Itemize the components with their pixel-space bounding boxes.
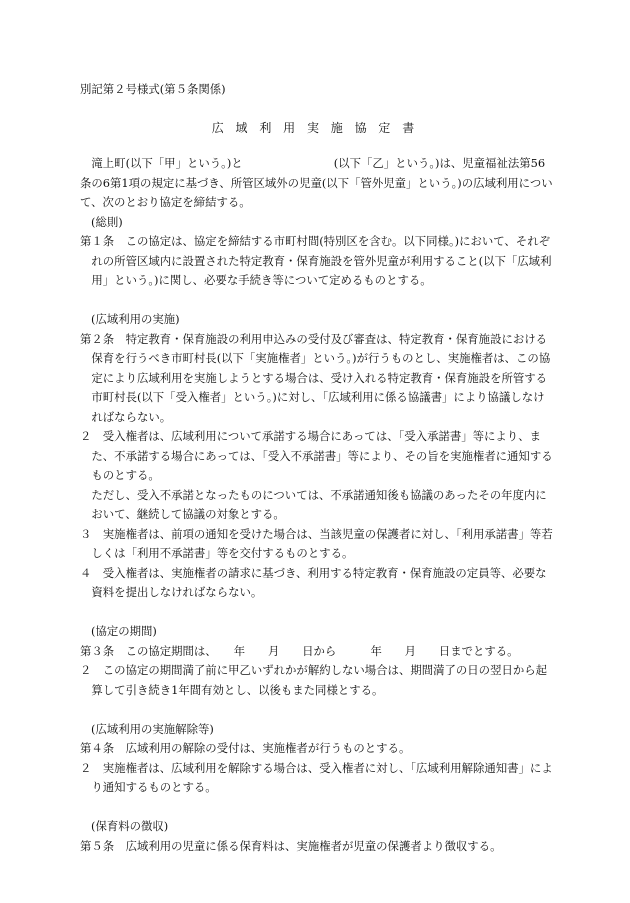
sub-clause: ２ 実施権者は、広域利用を解除する場合は、受入権者に対し、「広域利用解除通知書」により通知するものとする。 xyxy=(80,760,553,794)
article-section xyxy=(80,622,554,700)
article-heading: (協定の期間) xyxy=(91,624,157,638)
article-section xyxy=(80,720,554,798)
article-clause: 第１条 この協定は、協定を締結する市町村間(特別区を含む。以下同様。)において、それぞれの所管区域内に設置された特定教育・保育施設を管外児童が利用すること(以下「広域利用」という。)に関し、必要な手続き等について定めるものとする。 xyxy=(80,234,552,287)
article-clause: 第５条 広域利用の児童に係る保育料は、実施権者が児童の保護者より徴収する。 xyxy=(80,838,502,853)
sub-clause: ３ 実施権者は、前項の通知を受けた場合は、当該児童の保護者に対し、「利用承諾書」等若しくは「利用不承諾書」等を交付するものとする。 xyxy=(80,526,553,560)
articles xyxy=(80,213,554,857)
article-clause: 第２条 特定教育・保育施設の利用申込みの受付及び審査は、特定教育・保育施設における保育を行うべき市町村長(以下「実施権者」という。)が行うものとし、実施権者は、この協定により広域利用を実施しようとする場合は、受け入れる特定教育・保育施設を所管する市町村長(以下「受入権者」という。)に対し、「広域利用に係る協議書」により協議しなければならない。 xyxy=(80,331,551,424)
article-section xyxy=(80,310,554,603)
section-gap xyxy=(80,798,554,818)
article-section xyxy=(80,817,554,856)
article-heading: (保育料の徴収) xyxy=(91,819,169,833)
sub-clause: ２ 受入権者は、広域利用について承諾する場合にあっては、「受入承諾書」等により、また、不承諾する場合にあっては、「受入不承諾書」等により、その旨を実施権者に通知するものとする。 xyxy=(80,429,553,482)
document-body xyxy=(80,154,554,856)
article-heading: (広域利用の実施) xyxy=(91,312,180,326)
sub-clause: ２ この協定の期間満了前に甲乙いずれかが解約しない場合は、期間満了の日の翌日から起算して引き続き1年間有効とし、以後もまた同様とする。 xyxy=(80,663,548,697)
form-label: 別記第２号様式(第５条関係) xyxy=(80,82,226,96)
article-clause: 第４条 広域利用の解除の受付は、実施権者が行うものとする。 xyxy=(80,741,411,755)
article-heading: (広域利用の実施解除等) xyxy=(91,721,214,736)
preamble: 滝上町(以下「甲」という。)と (以下「乙」という。)は、児童福祉法第56条の6第1項の規定に基づき、所管区域外の児童(以下「管外児童」という。)の広域利用について、次のとおり協定を締結する。 xyxy=(80,156,553,209)
document-title: 広 域 利 用 実 施 協 定 書 xyxy=(211,121,419,135)
section-gap xyxy=(80,700,554,720)
clause-continuation: ただし、受入不承諾となったものについては、不承諾通知後も協議のあったその年度内において、継続して協議の対象とする。 xyxy=(91,487,547,521)
article-clause: 第３条 この協定期間は、 年 月 日から 年 月 日までとする。 xyxy=(80,643,519,658)
article-heading: (総則) xyxy=(91,214,123,229)
article-section xyxy=(80,213,554,291)
sub-clause: ４ 受入権者は、実施権者の請求に基づき、利用する特定教育・保育施設の定員等、必要な資料を提出しなければならない。 xyxy=(80,565,547,599)
section-gap xyxy=(80,603,554,623)
section-gap xyxy=(80,291,554,311)
